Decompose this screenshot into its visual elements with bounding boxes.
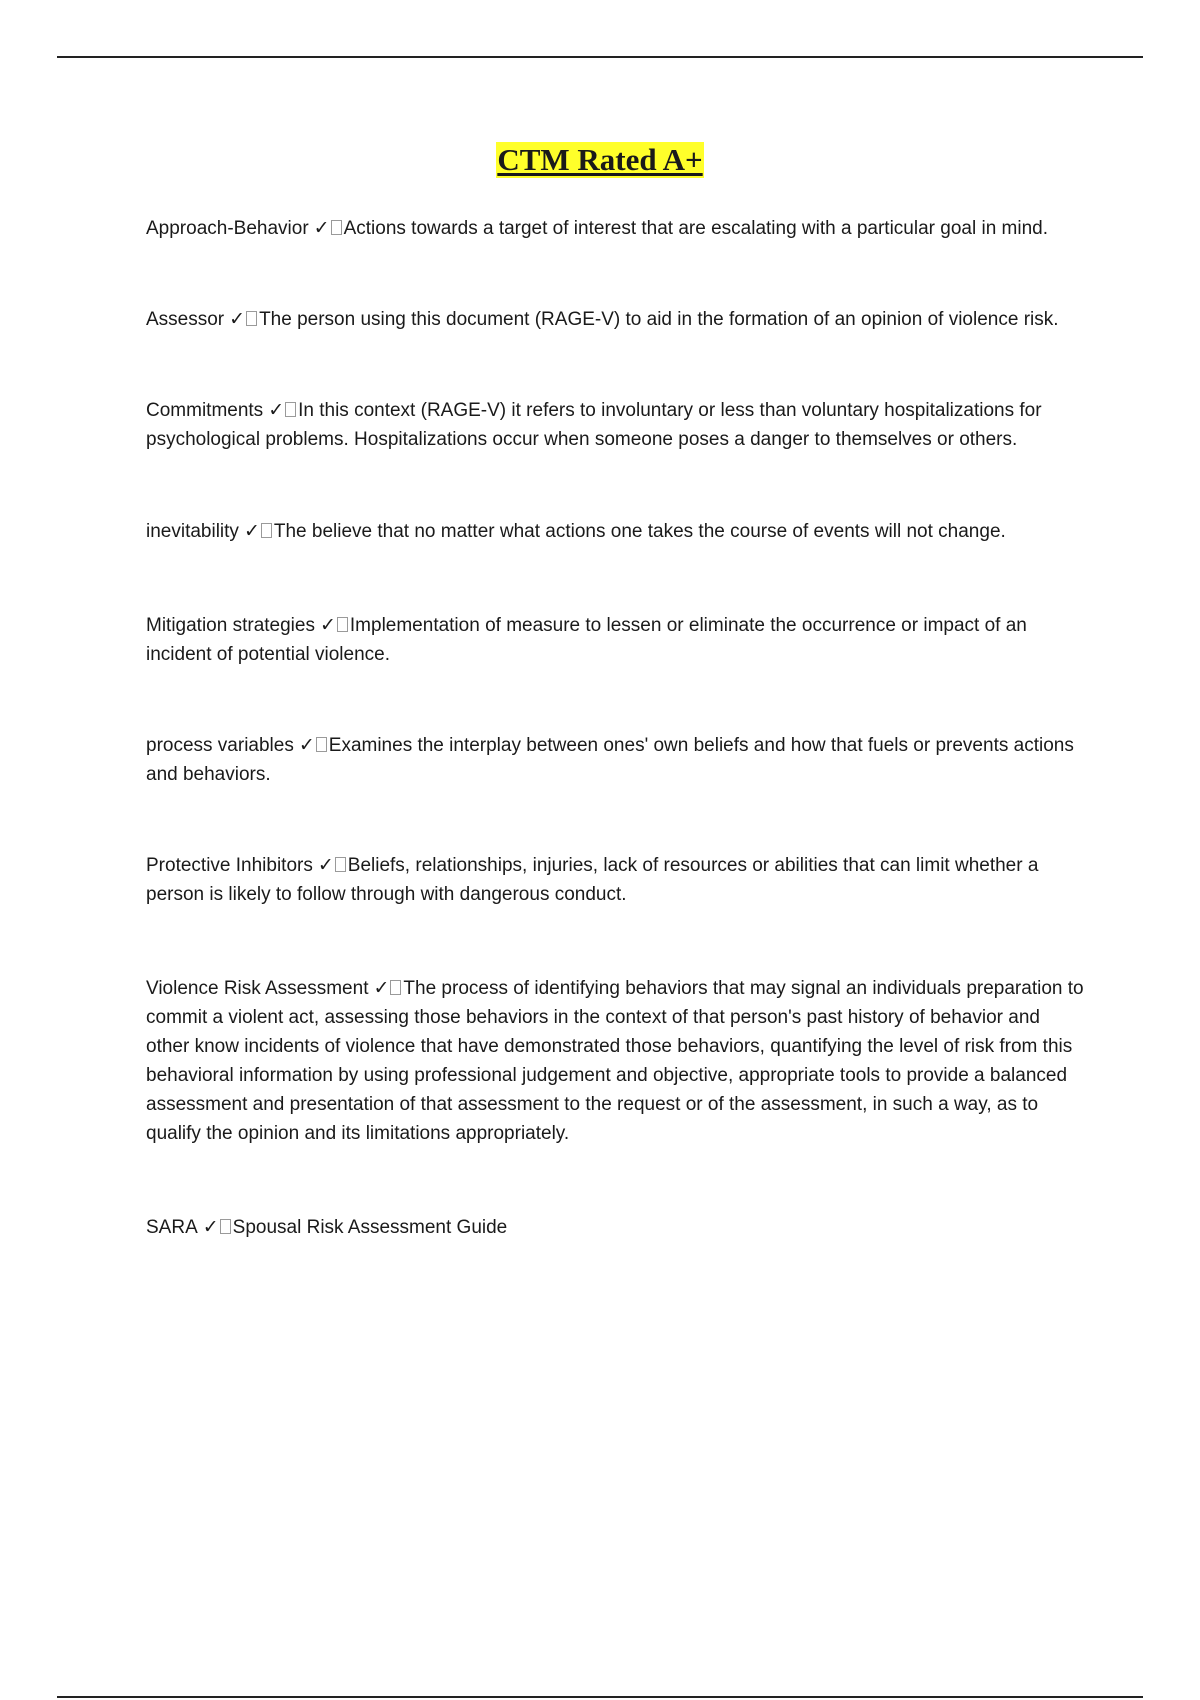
glossary-entry [146,1213,1086,1242]
box-glyph-icon [285,402,296,417]
entry-definition: In this context (RAGE-V) it refers to involuntary or less than voluntary hospitalizations for psychological problems. Hospitalizations occur when someone poses a danger to themselves or others. [146,400,1042,450]
title-container [0,142,1200,178]
box-glyph-icon [246,311,257,326]
box-glyph-icon [261,523,272,538]
box-glyph-icon [331,220,342,235]
page-title: CTM Rated A+ [497,142,703,177]
entry-definition: Actions towards a target of interest that are escalating with a particular goal in mind. [343,218,1048,239]
glossary-list [146,214,1086,1242]
glossary-entry [146,396,1086,454]
check-icon: ✓ [373,977,390,999]
check-icon: ✓ [298,734,315,756]
entry-definition: Beliefs, relationships, injuries, lack of resources or abilities that can limit whether a person is likely to follow through with dangerous conduct. [146,855,1039,905]
entry-term: Violence Risk Assessment [146,978,369,999]
entry-definition: Spousal Risk Assessment Guide [232,1217,508,1238]
entry-term: Assessor [146,309,225,330]
entry-definition: The believe that no matter what actions one takes the course of events will not change. [273,521,1006,542]
entry-term: inevitability [146,521,239,542]
top-rule [57,56,1143,58]
entry-term: Approach-Behavior [146,218,309,239]
glossary-entry [146,517,1086,546]
entry-definition: The person using this document (RAGE-V) to aid in the formation of an opinion of violence risk. [259,309,1059,330]
check-icon: ✓ [317,854,334,876]
check-icon: ✓ [243,520,260,542]
box-glyph-icon [316,737,327,752]
entry-term: Commitments [146,400,264,421]
glossary-entry [146,305,1086,334]
check-icon: ✓ [319,614,336,636]
box-glyph-icon [337,617,348,632]
entry-definition: Examines the interplay between ones' own beliefs and how that fuels or prevents actions and behaviors. [146,735,1074,785]
box-glyph-icon [335,857,346,872]
glossary-entry [146,214,1086,243]
check-icon: ✓ [313,217,330,239]
glossary-entry [146,611,1086,669]
glossary-entry [146,731,1086,789]
entry-term: Mitigation strategies [146,615,315,636]
entry-definition: Implementation of measure to lessen or eliminate the occurrence or impact of an incident of potential violence. [146,615,1027,665]
check-icon: ✓ [202,1216,219,1238]
box-glyph-icon [220,1219,231,1234]
entry-term: Protective Inhibitors [146,855,313,876]
bottom-rule [57,1696,1143,1698]
check-icon: ✓ [268,399,285,421]
entry-term: process variables [146,735,294,756]
check-icon: ✓ [229,308,246,330]
entry-term: SARA [146,1217,198,1238]
box-glyph-icon [390,980,401,995]
entry-definition: The process of identifying behaviors that may signal an individuals preparation to commit a violent act, assessing those behaviors in the context of that person's past history of behavior and other know incidents of violence that have demonstrated those behaviors, quantifying the level of risk from this behavioral information by using professional judgement and objective, appropriate tools to provide a balanced assessment and presentation of that assessment to the request or of the assessment, in such a way, as to qualify the opinion and its limitations appropriately. [146,978,1084,1144]
glossary-entry [146,974,1086,1148]
glossary-entry [146,851,1086,909]
